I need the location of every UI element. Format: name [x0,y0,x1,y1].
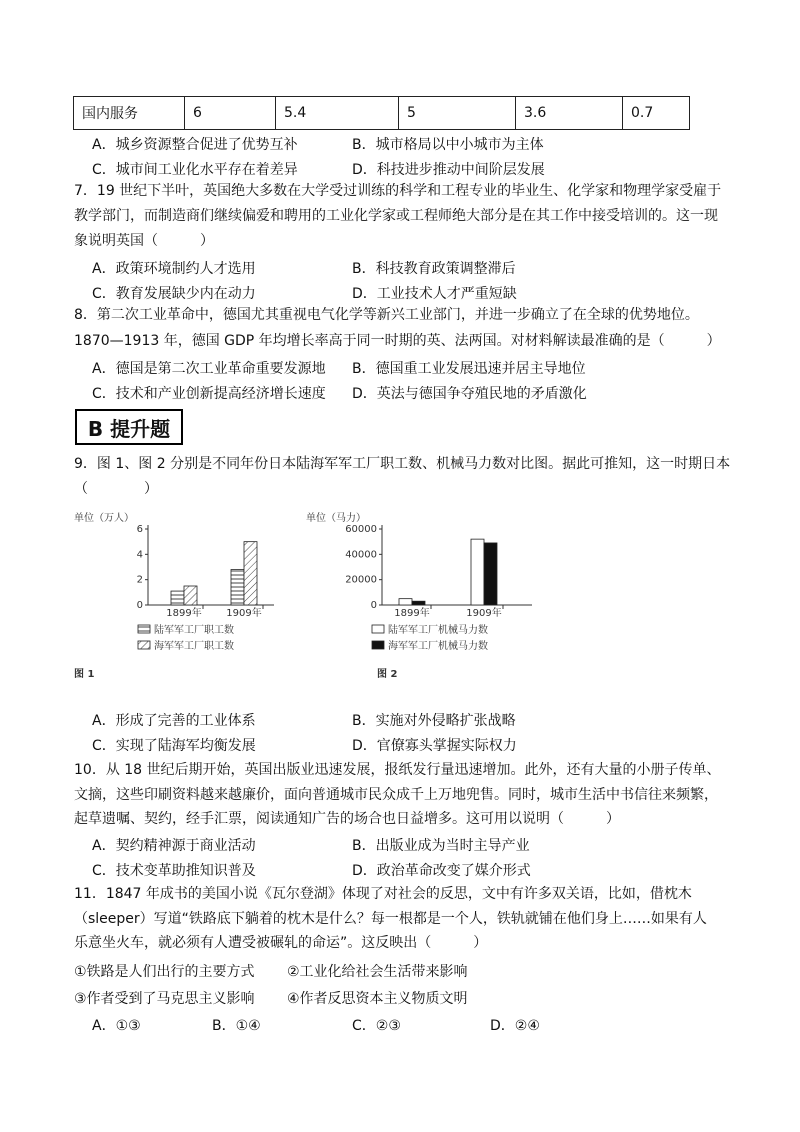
q7-line-3: 象说明英国（ ） [74,233,214,249]
q10-option-d: D．政治革命改变了媒介形式 [352,863,531,879]
y-tick-label: 6 [136,524,143,535]
y-tick-label: 0 [370,600,377,611]
q11-option-c: C．②③ [352,1018,401,1034]
q7-option-b: B．科技教育政策调整滞后 [352,261,516,277]
q9-option-c: C．实现了陆海军均衡发展 [92,738,256,754]
q8-line-2: 1870—1913 年，德国 GDP 年均增长率高于同一时期的英、法两国。对材料解读最准确的是（ ） [74,333,721,349]
q10-option-a: A．契约精神源于商业活动 [92,838,256,854]
section-heading: B 提升题 [75,409,183,445]
legend-label: 陆军军工厂职工数 [154,625,234,636]
bar [471,539,484,605]
bar [412,601,425,605]
bar [184,586,197,605]
legend-label: 海军军工厂机械马力数 [388,641,488,652]
table-cell: 6 [185,97,276,130]
figure-caption: 图 2 [377,669,398,680]
x-tick-label: 1899年 [166,608,202,619]
chart-1 [74,511,274,680]
q6-option-a: A．城乡资源整合促进了优势互补 [92,137,298,153]
bar [484,543,497,605]
q9-line-1: 9．图 1、图 2 分别是不同年份日本陆海军军工厂职工数、机械马力数对比图。据此可推知，这一时期日本 [74,456,731,472]
y-axis-label: 单位（马力） [306,513,366,524]
q8-option-a: A．德国是第二次工业革命重要发源地 [92,361,326,377]
q11-option-a: A．①③ [92,1018,141,1034]
figure-caption: 图 1 [74,669,95,680]
q8-option-c: C．技术和产业创新提高经济增长速度 [92,386,326,402]
q7-line-2: 教学部门，而制造商们继续偏爱和聘用的工业化学家或工程师绝大部分是在其工作中接受培训的。这一现 [74,208,718,224]
table-cell: 3.6 [516,97,623,130]
table-cell: 0.7 [623,97,690,130]
q11-statement-1: ①铁路是人们出行的主要方式 [74,964,255,980]
q8-line-1: 8．第二次工业革命中，德国尤其重视电气化学等新兴工业部门，并进一步确立了在全球的优势地位。 [74,307,699,323]
q11-statement-4: ④作者反思资本主义物质文明 [287,991,468,1007]
q11-line-1: 11．1847 年成书的美国小说《瓦尔登湖》体现了对社会的反思，文中有许多双关语，比如，借枕木 [74,886,692,902]
table-cell: 5.4 [276,97,399,130]
y-tick-label: 4 [136,549,143,561]
q6-option-d: D．科技进步推动中间阶层发展 [352,162,545,178]
q7-option-a: A．政策环境制约人才选用 [92,261,256,277]
legend-swatch [138,625,150,633]
q8-option-b: B．德国重工业发展迅速并居主导地位 [352,361,586,377]
q10-option-b: B．出版业成为当时主导产业 [352,838,530,854]
q9-option-b: B．实施对外侵略扩张战略 [352,713,516,729]
q10-option-c: C．技术变革助推知识普及 [92,863,256,879]
x-tick-label: 1909年 [226,608,262,619]
x-tick-label: 1899年 [394,608,430,619]
legend-swatch [138,641,150,649]
legend-swatch [372,641,384,649]
x-tick-label: 1909年 [466,608,502,619]
q6-option-b: B．城市格局以中小城市为主体 [352,137,544,153]
q11-statement-3: ③作者受到了马克思主义影响 [74,991,255,1007]
q11-option-d: D．②④ [490,1018,540,1034]
service-table [73,96,690,130]
y-tick-label: 20000 [345,574,377,586]
bar [244,542,257,605]
q9-option-d: D．官僚寡头掌握实际权力 [352,738,517,754]
q10-line-2: 文摘，这些印刷资料越来越廉价，面向普通城市民众成千上万地兜售。同时，城市生活中书信往来频繁， [74,787,718,803]
y-tick-label: 40000 [345,549,377,561]
legend-swatch [372,625,384,633]
bar [231,570,244,605]
chart-2 [306,511,532,680]
q10-line-1: 10．从 18 世纪后期开始，英国出版业迅速发展，报纸发行量迅速增加。此外，还有大量的小册子传单、 [74,762,721,778]
q11-statement-2: ②工业化给社会生活带来影响 [287,964,468,980]
q11-line-2: （sleeper）写道“铁路底下躺着的枕木是什么？每一根都是一个人，铁轨就铺在他们身上……如果有人 [74,911,707,927]
y-axis-label: 单位（万人） [74,513,134,524]
y-tick-label: 0 [136,600,143,611]
y-tick-label: 60000 [345,524,377,535]
table-cell: 国内服务 [74,97,185,130]
table-row [74,97,690,130]
figure-panel [72,505,532,685]
q7-option-c: C．教育发展缺少内在动力 [92,286,256,302]
table-cell: 5 [399,97,516,130]
q9-option-a: A．形成了完善的工业体系 [92,713,256,729]
legend-label: 陆军军工厂机械马力数 [388,625,488,636]
q7-line-1: 7．19 世纪下半叶，英国绝大多数在大学受过训练的科学和工程专业的毕业生、化学家和物理学家受雇于 [74,183,722,199]
q7-option-d: D．工业技术人才严重短缺 [352,286,517,302]
q11-option-b: B．①④ [212,1018,261,1034]
bar [171,591,184,605]
q8-option-d: D．英法与德国争夺殖民地的矛盾激化 [352,386,587,402]
q11-line-3: 乐意坐火车，就必须有人遭受被碾轧的命运”。这反映出（ ） [74,935,488,951]
q10-line-3: 起草遗嘱、契约，经手汇票，阅读通知广告的场合也日益增多。这可用以说明（ ） [74,811,620,827]
bar [399,599,412,605]
q6-option-c: C．城市间工业化水平存在着差异 [92,162,298,178]
legend-label: 海军军工厂职工数 [154,641,234,652]
q9-line-2: （ ） [74,481,158,497]
y-tick-label: 2 [136,574,143,586]
